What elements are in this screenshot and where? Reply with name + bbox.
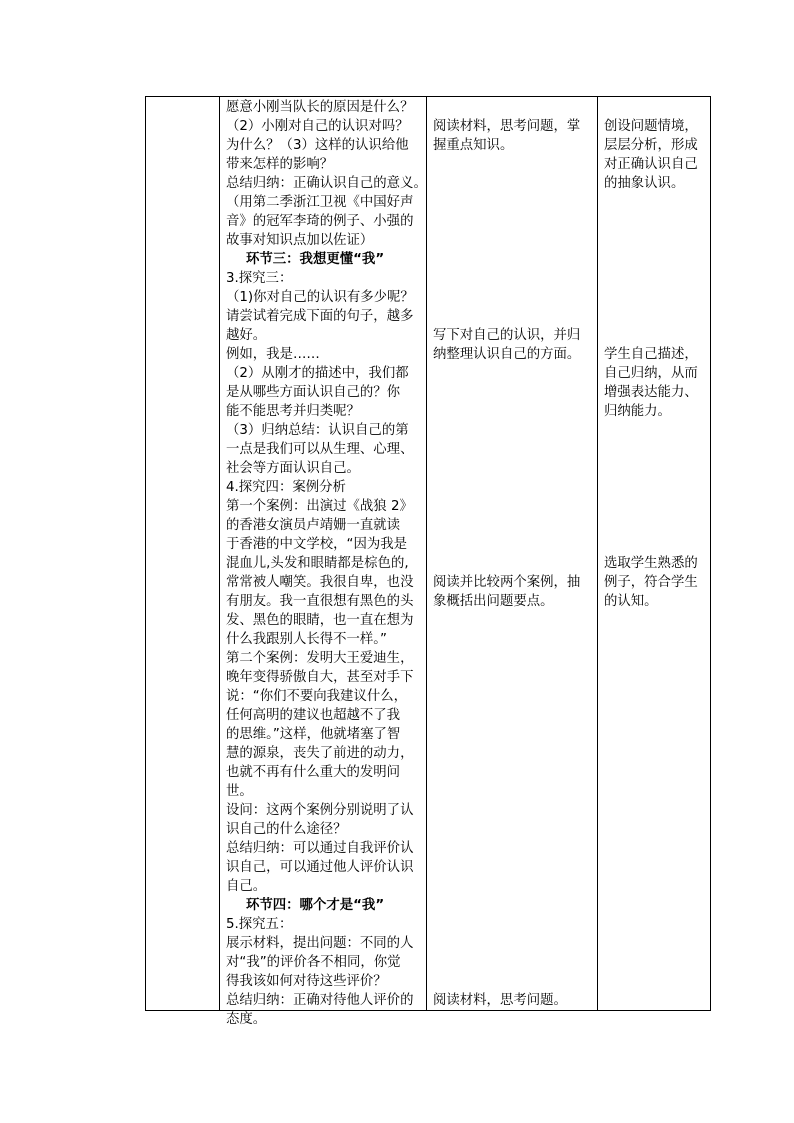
design-intent-line: 层层分析，形成 xyxy=(604,138,698,153)
procedure-line: 第二个案例：发明大王爱迪生， xyxy=(226,651,414,666)
design-intent-line: 选取学生熟悉的 xyxy=(604,556,698,571)
procedure-line: 说：“你们不要向我建议什么， xyxy=(226,689,408,704)
procedure-line: 是从哪些方面认识自己的？你 xyxy=(226,385,401,400)
procedure-line: 社会等方面认识自己。 xyxy=(226,461,360,476)
procedure-line: 带来怎样的影响？ xyxy=(226,157,334,172)
design-intent-line: 创设问题情境， xyxy=(604,119,698,134)
section-heading: 环节四：哪个才是“我” xyxy=(246,898,385,913)
procedure-line: 越好。 xyxy=(226,328,267,343)
procedure-line: 请尝试着完成下面的句子，越多 xyxy=(226,309,414,324)
procedure-line: 的香港女演员卢靖姗一直就读 xyxy=(226,518,401,533)
procedure-line: 能不能思考并归类呢？ xyxy=(226,404,360,419)
procedure-line: 第一个案例：出演过《战狼 2》 xyxy=(226,499,413,514)
procedure-line: 为什么？（3）这样的认识给他 xyxy=(226,138,409,153)
student-activity-line: 象概括出问题要点。 xyxy=(433,594,554,609)
procedure-line: 总结归纳：正确对待他人评价的 xyxy=(226,993,414,1008)
procedure-line: 晚年变得骄傲自大，甚至对手下 xyxy=(226,670,414,685)
lesson-plan-table xyxy=(145,96,711,1027)
design-intent-line: 自己归纳，从而 xyxy=(604,366,698,381)
student-activity-block xyxy=(433,326,580,364)
procedure-line: （1)你对自己的认识有多少呢？ xyxy=(226,290,414,305)
procedure-line: 5.探究五： xyxy=(226,917,293,932)
column-divider xyxy=(426,97,427,1010)
procedure-line: 什么我跟别人长得不一样。” xyxy=(226,632,387,647)
student-activity-line: 阅读材料，思考问题。 xyxy=(433,993,567,1008)
procedure-line: 展示材料，提出问题：不同的人 xyxy=(226,936,414,951)
design-intent-line: 归纳能力。 xyxy=(604,404,671,419)
procedure-line: 慧的源泉，丧失了前进的动力， xyxy=(226,746,414,761)
design-intent-block xyxy=(604,345,698,421)
procedure-line: 音》的冠军李琦的例子、小强的 xyxy=(226,214,414,229)
procedure-line: （用第二季浙江卫视《中国好声 xyxy=(226,195,414,210)
procedure-line: 自己。 xyxy=(226,879,267,894)
procedure-line: 发、黑色的眼睛，也一直在想为 xyxy=(226,613,414,628)
procedure-line: （3）归纳总结：认识自己的第 xyxy=(226,423,409,438)
student-activity-block xyxy=(433,117,580,155)
procedure-line: 识自己的什么途径？ xyxy=(226,822,347,837)
teaching-procedure-cell xyxy=(226,98,427,1029)
procedure-line: 3.探究三： xyxy=(226,271,293,286)
procedure-line: 于香港的中文学校，“因为我是 xyxy=(226,537,408,552)
procedure-line: 识自己，可以通过他人评价认识 xyxy=(226,860,414,875)
procedure-line: 一点是我们可以从生理、心理、 xyxy=(226,442,414,457)
procedure-line: 总结归纳：正确认识自己的意义。 xyxy=(226,176,427,191)
procedure-line: 有朋友。我一直很想有黑色的头 xyxy=(226,594,414,609)
student-activity-block xyxy=(433,991,567,1010)
procedure-line: 混血儿,头发和眼睛都是棕色的, xyxy=(226,556,409,571)
procedure-line: 4.探究四：案例分析 xyxy=(226,480,346,495)
procedure-line: 愿意小刚当队长的原因是什么？ xyxy=(226,100,414,115)
procedure-line: 设问：这两个案例分别说明了认 xyxy=(226,803,414,818)
design-intent-block xyxy=(604,117,698,193)
section-heading: 环节三：我想更懂“我” xyxy=(246,252,385,267)
student-activity-line: 纳整理认识自己的方面。 xyxy=(433,347,581,362)
procedure-line: 对“我”的评价各不相同，你觉 xyxy=(226,955,401,970)
column-divider xyxy=(219,97,220,1010)
procedure-line: （2）从刚才的描述中，我们都 xyxy=(226,366,409,381)
column-divider xyxy=(597,97,598,1010)
procedure-line: 总结归纳：可以通过自我评价认 xyxy=(226,841,414,856)
design-intent-line: 例子，符合学生 xyxy=(604,575,698,590)
procedure-line: 任何高明的建议也超越不了我 xyxy=(226,708,401,723)
design-intent-line: 学生自己描述， xyxy=(604,347,698,362)
design-intent-line: 增强表达能力、 xyxy=(604,385,698,400)
procedure-line: 得我该如何对待这些评价？ xyxy=(226,974,387,989)
student-activity-block xyxy=(433,573,580,611)
student-activity-line: 阅读并比较两个案例，抽 xyxy=(433,575,581,590)
student-activity-line: 写下对自己的认识，并归 xyxy=(433,328,581,343)
procedure-line: 例如，我是…… xyxy=(226,347,320,362)
student-activity-line: 握重点知识。 xyxy=(433,138,514,153)
procedure-line: 常常被人嘲笑。我很自卑，也没 xyxy=(226,575,414,590)
design-intent-line: 的认知。 xyxy=(604,594,658,609)
design-intent-line: 的抽象认识。 xyxy=(604,176,685,191)
procedure-line: 态度。 xyxy=(226,1012,267,1027)
procedure-line: 也就不再有什么重大的发明问 xyxy=(226,765,401,780)
procedure-line: 的思维。”这样，他就堵塞了智 xyxy=(226,727,401,742)
student-activity-line: 阅读材料，思考问题，掌 xyxy=(433,119,581,134)
procedure-line: 故事对知识点加以佐证） xyxy=(226,233,374,248)
procedure-line: 世。 xyxy=(226,784,253,799)
design-intent-block xyxy=(604,554,698,611)
design-intent-line: 对正确认识自己 xyxy=(604,157,698,172)
procedure-line: （2）小刚对自己的认识对吗？ xyxy=(226,119,409,134)
